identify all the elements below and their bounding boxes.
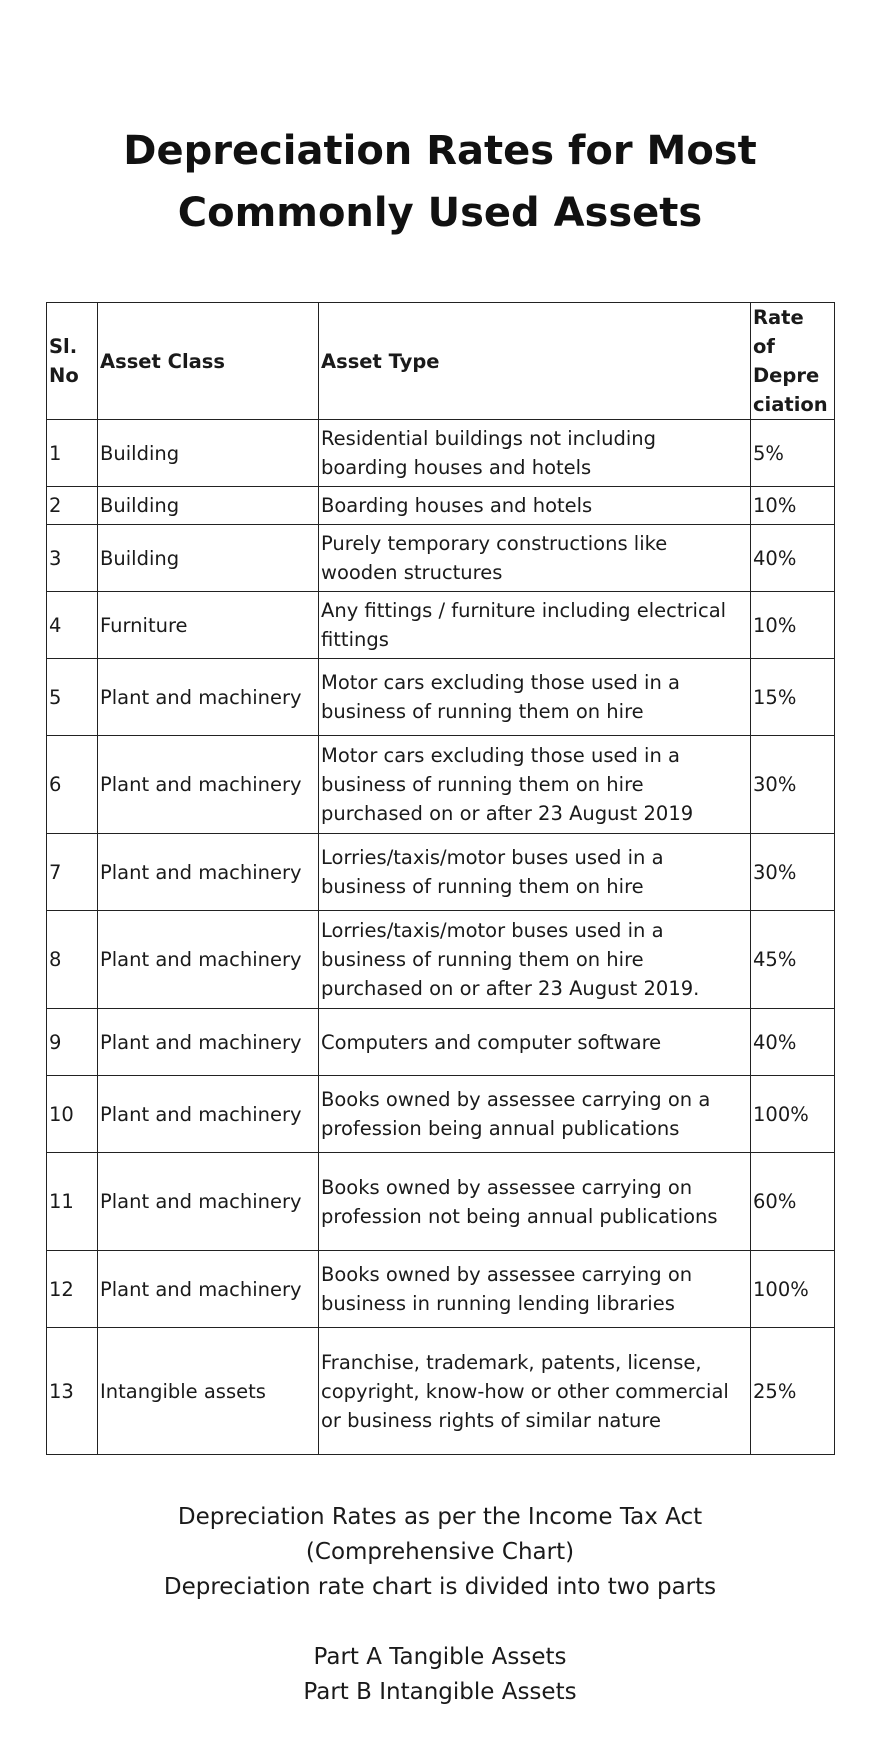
cell-sl-no: 1 [47,420,98,487]
cell-asset-class: Plant and machinery [98,1251,319,1328]
cell-asset-class: Plant and machinery [98,659,319,736]
cell-sl-no: 12 [47,1251,98,1328]
footer-part-a: Part A Tangible Assets [313,1644,567,1670]
cell-rate: 45% [751,911,835,1009]
table-row [47,736,835,834]
table-header-row [47,303,835,420]
footer-line-1: Depreciation Rates as per the Income Tax Act [177,1504,703,1530]
cell-sl-no: 9 [47,1009,98,1076]
footer-part-b: Part B Intangible Assets [303,1679,577,1705]
table-row [47,525,835,592]
cell-rate: 10% [751,487,835,525]
table-row [47,1076,835,1153]
cell-rate: 5% [751,420,835,487]
table-row [47,1009,835,1076]
footer-spacer [0,1605,880,1640]
cell-sl-no: 8 [47,911,98,1009]
cell-asset-type: Purely temporary constructions like wooden structures [319,525,751,592]
cell-sl-no: 11 [47,1153,98,1251]
cell-sl-no: 13 [47,1328,98,1455]
cell-asset-type: Motor cars excluding those used in a business of running them on hire purchased on or after 23 August 2019 [319,736,751,834]
cell-asset-class: Plant and machinery [98,911,319,1009]
cell-asset-class: Plant and machinery [98,1153,319,1251]
table-row [47,911,835,1009]
cell-rate: 30% [751,834,835,911]
cell-asset-class: Building [98,525,319,592]
cell-asset-type: Lorries/taxis/motor buses used in a business of running them on hire [319,834,751,911]
table-row [47,487,835,525]
page-title [0,120,880,244]
header-asset-class: Asset Class [98,303,319,420]
header-sl-no: Sl. No [47,303,98,420]
cell-rate: 30% [751,736,835,834]
cell-sl-no: 5 [47,659,98,736]
cell-rate: 40% [751,1009,835,1076]
cell-asset-type: Residential buildings not including boarding houses and hotels [319,420,751,487]
cell-rate: 25% [751,1328,835,1455]
header-asset-type: Asset Type [319,303,751,420]
cell-sl-no: 4 [47,592,98,659]
footer-line-3: Depreciation rate chart is divided into two parts [163,1574,717,1600]
cell-asset-class: Plant and machinery [98,1076,319,1153]
table-row [47,659,835,736]
page-title-line-1: Depreciation Rates for Most [123,128,757,174]
cell-rate: 60% [751,1153,835,1251]
cell-sl-no: 6 [47,736,98,834]
cell-asset-class: Plant and machinery [98,1009,319,1076]
cell-asset-type: Lorries/taxis/motor buses used in a business of running them on hire purchased on or after 23 August 2019. [319,911,751,1009]
table-row [47,1153,835,1251]
depreciation-rates-table [46,302,835,1455]
cell-asset-type: Books owned by assessee carrying on a profession being annual publications [319,1076,751,1153]
cell-asset-class: Intangible assets [98,1328,319,1455]
cell-sl-no: 2 [47,487,98,525]
table-row [47,592,835,659]
cell-asset-type: Computers and computer software [319,1009,751,1076]
cell-asset-type: Books owned by assessee carrying on profession not being annual publications [319,1153,751,1251]
header-rate: Rate of Depre ciation [751,303,835,420]
footer-notes [0,1500,880,1710]
cell-rate: 100% [751,1076,835,1153]
cell-rate: 10% [751,592,835,659]
footer-line-2: (Comprehensive Chart) [305,1539,575,1565]
table-row [47,834,835,911]
cell-asset-type: Motor cars excluding those used in a business of running them on hire [319,659,751,736]
table-row [47,1328,835,1455]
cell-rate: 40% [751,525,835,592]
cell-asset-type: Any fittings / furniture including electrical fittings [319,592,751,659]
cell-asset-class: Plant and machinery [98,834,319,911]
cell-rate: 100% [751,1251,835,1328]
page-title-line-2: Commonly Used Assets [177,190,703,236]
table-row [47,1251,835,1328]
cell-asset-class: Building [98,487,319,525]
cell-sl-no: 10 [47,1076,98,1153]
cell-asset-type: Boarding houses and hotels [319,487,751,525]
cell-asset-type: Franchise, trademark, patents, license, copyright, know-how or other commercial or business rights of similar nature [319,1328,751,1455]
cell-asset-type: Books owned by assessee carrying on business in running lending libraries [319,1251,751,1328]
table-row [47,420,835,487]
cell-sl-no: 3 [47,525,98,592]
cell-sl-no: 7 [47,834,98,911]
cell-asset-class: Plant and machinery [98,736,319,834]
cell-asset-class: Furniture [98,592,319,659]
cell-rate: 15% [751,659,835,736]
cell-asset-class: Building [98,420,319,487]
